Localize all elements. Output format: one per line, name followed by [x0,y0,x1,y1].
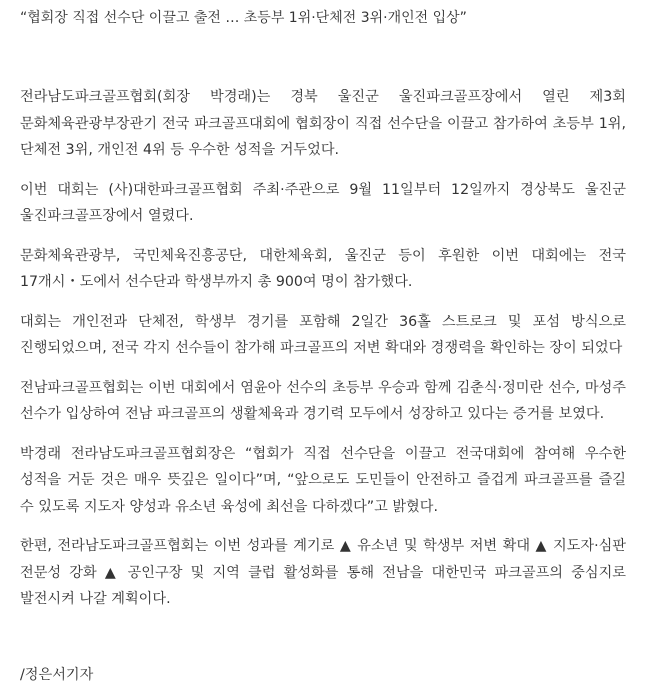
article-headline: “협회장 직접 선수단 이끌고 출전 … 초등부 1위·단체전 3위·개인전 입상” [20,10,467,26]
paragraph-results: 전남파크골프협회는 이번 대회에서 염윤아 선수의 초등부 우승과 함께 김춘식·정미란 선수, 마성주 선수가 입상하여 전남 파크골프의 생활체육과 경기력 모두에서 성장하고 있다는 증거를 보였다. [20,379,626,422]
paragraph-plans: 한편, 전라남도파크골프협회는 이번 성과를 계기로 ▲ 유소년 및 학생부 저변 확대 ▲ 지도자·심판 전문성 강화 ▲ 공인구장 및 지역 클럽 활성화를 통해 전남을 대한민국 파크골프의 중심지로 발전시켜 나갈 계획이다. [20,538,626,607]
paragraph-quote: 박경래 전라남도파크골프협회장은 “협회가 직접 선수단을 이끌고 전국대회에 참여해 우수한 성적을 거둔 것은 매우 뜻깊은 일이다”며, “앞으로도 도민들이 안전하고 즐겁게 파크골프를 즐길 수 있도록 지도자 양성과 유소년 육성에 최선을 다하겠다”고 밝혔다. [20,445,626,515]
paragraph-intro: 전라남도파크골프협회(회장 박경래)는 경북 울진군 울진파크골프장에서 열린 제3회 문화체육관광부장관기 전국 파크골프대회에 협회장이 직접 선수단을 이끌고 참가하여 초등부 1위, 단체전 3위, 개인전 4위 등 우수한 성적을 거두었다. [20,89,626,158]
paragraph-sponsors: 문화체육관광부, 국민체육진흥공단, 대한체육회, 울진군 등이 후원한 이번 대회에는 전국 17개시・도에서 선수단과 학생부까지 총 900여 명이 참가했다. [20,247,626,290]
paragraph-event-info: 이번 대회는 (사)대한파크골프협회 주최·주관으로 9월 11일부터 12일까지 경상북도 울진군 울진파크골프장에서 열렸다. [20,181,626,224]
article-body [20,84,626,626]
paragraph-format: 대회는 개인전과 단체전, 학생부 경기를 포함해 2일간 36홀 스트로크 및 포섬 방식으로 진행되었으며, 전국 각지 선수들이 참가해 파크골프의 저변 확대와 경쟁력을 확인하는 장이 되었다 [20,313,626,356]
article-byline: /정은서기자 [20,667,94,683]
